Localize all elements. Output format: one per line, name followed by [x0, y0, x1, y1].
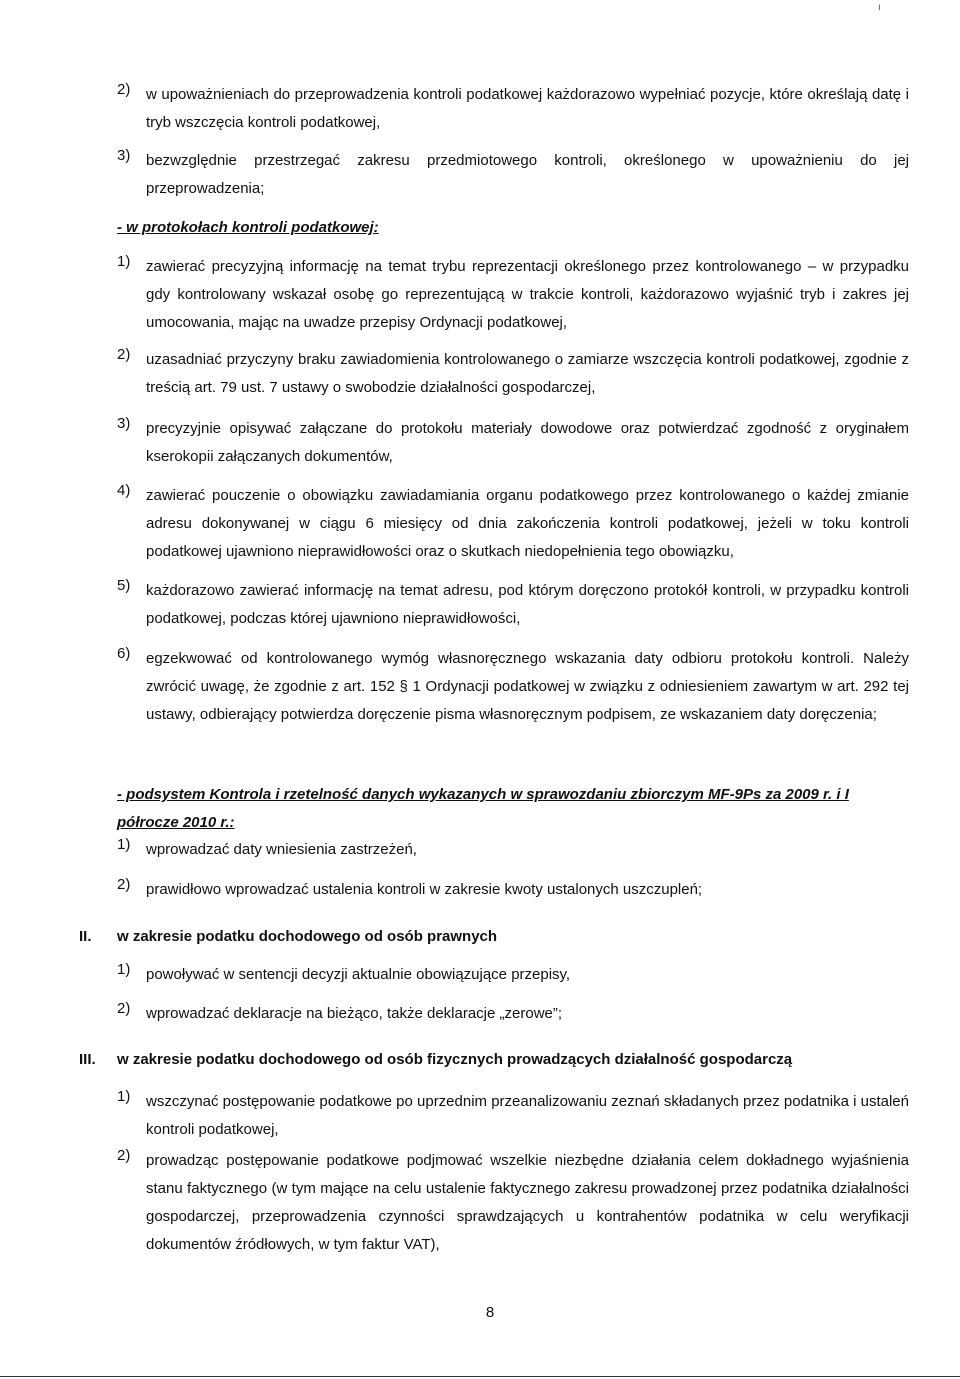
section-heading: - w protokołach kontroli podatkowej: [117, 219, 379, 236]
list-item [117, 836, 909, 864]
list-item [117, 961, 909, 989]
item-text: wprowadzać deklaracje na bieżąco, także deklaracje „zerowe”; [146, 1005, 563, 1022]
item-number: 3) [117, 415, 131, 432]
item-number: 2) [117, 1147, 131, 1164]
section-title [79, 1046, 909, 1074]
item-number: 2) [117, 876, 131, 893]
item-text: uzasadniać przyczyny braku zawiadomienia kontrolowanego o zamiarze wszczęcia kontroli podatkowej, zgodnie z treścią art. 79 ust. 7 ustawy o swobodzie działalności gospodarczej, [146, 351, 909, 396]
list-item [117, 81, 909, 137]
section-text: w zakresie podatku dochodowego od osób fizycznych prowadzących działalność gospodarczą [117, 1051, 793, 1068]
item-text: precyzyjnie opisywać załączane do protokołu materiały dowodowe oraz potwierdzać zgodność z oryginałem kserokopii załączanych dokumentów, [146, 420, 909, 465]
item-number: 5) [117, 577, 131, 594]
item-number: 1) [117, 1088, 131, 1105]
item-text: prowadząc postępowanie podatkowe podjmować wszelkie niezbędne działania celem dokładnego wyjaśnienia stanu faktycznego (w tym mające na celu ustalenie faktycznego zakresu prowadzonej przez podatnika działalności gospodarczej, przeprowadzenia czynności sprawdzających u kontrahentów podatnika w celu weryfikacji dokumentów źródłowych, w tym faktur VAT), [146, 1152, 909, 1253]
item-number: 1) [117, 253, 131, 270]
item-text: powoływać w sentencji decyzji aktualnie obowiązujące przepisy, [146, 966, 571, 983]
item-text: egzekwować od kontrolowanego wymóg własnoręcznego wskazania daty odbioru protokołu kontroli. Należy zwrócić uwagę, że zgodnie z art. 152 § 1 Ordynacji podatkowej w związku z odniesieniem zawartym w art. 292 tej ustawy, odbierający potwierdza doręczenie pisma własnoręcznym podpisem, ze wskazaniem daty doręczenia; [146, 650, 909, 723]
section-text: w zakresie podatku dochodowego od osób prawnych [117, 928, 498, 945]
page-number: 8 [485, 1304, 495, 1321]
item-number: 4) [117, 482, 131, 499]
list-item [117, 415, 909, 471]
item-text: wprowadzać daty wniesienia zastrzeżeń, [146, 841, 417, 858]
list-item [117, 1147, 909, 1259]
list-item [117, 253, 909, 337]
section-title [79, 923, 909, 951]
item-number: 6) [117, 645, 131, 662]
item-number: 3) [117, 147, 131, 164]
list-item [117, 147, 909, 203]
item-text: prawidłowo wprowadzać ustalenia kontroli w zakresie kwoty ustalonych uszczupleń; [146, 881, 703, 898]
list-item [117, 346, 909, 402]
list-item [117, 645, 909, 729]
item-number: 2) [117, 1000, 131, 1017]
list-item [117, 1000, 909, 1028]
section-heading: - podsystem Kontrola i rzetelność danych wykazanych w sprawozdaniu zbiorczym MF-9Ps za 2009 r. i I półrocze 2010 r.: [117, 786, 849, 831]
corner-mark: ı [878, 2, 881, 13]
list-item [117, 876, 909, 904]
section-numeral: II. [79, 928, 92, 945]
item-number: 2) [117, 346, 131, 363]
item-text: zawierać precyzyjną informację na temat trybu reprezentacji określonego przez kontrolowanego – w przypadku gdy kontrolowany wskazał osobę go reprezentującą w trakcie kontroli, każdorazowo wyjaśnić tryb i zakres jej umocowania, mając na uwadze przepisy Ordynacji podatkowej, [146, 258, 909, 331]
item-text: w upoważnieniach do przeprowadzenia kontroli podatkowej każdorazowo wypełniać pozycje, które określają datę i tryb wszczęcia kontroli podatkowej, [146, 86, 909, 131]
item-text: zawierać pouczenie o obowiązku zawiadamiania organu podatkowego przez kontrolowanego o każdej zmianie adresu dokonywanej w ciągu 6 miesięcy od dnia zakończenia kontroli podatkowej, jeżeli w toku kontroli podatkowej ujawniono nieprawidłowości oraz o skutkach niedopełnienia tego obowiązku, [146, 487, 909, 560]
item-number: 2) [117, 81, 131, 98]
item-number: 1) [117, 961, 131, 978]
section-numeral: III. [79, 1051, 96, 1068]
list-item [117, 1088, 909, 1144]
item-number: 1) [117, 836, 131, 853]
item-text: każdorazowo zawierać informację na temat adresu, pod którym doręczono protokół kontroli, w przypadku kontroli podatkowej, podczas której ujawniono nieprawidłowości, [146, 582, 909, 627]
item-text: wszczynać postępowanie podatkowe po uprzednim przeanalizowaniu zeznań składanych przez podatnika i ustaleń kontroli podatkowej, [146, 1093, 909, 1138]
list-item [117, 577, 909, 633]
list-item [117, 482, 909, 566]
item-text: bezwzględnie przestrzegać zakresu przedmiotowego kontroli, określonego w upoważnieniu do jej przeprowadzenia; [146, 152, 909, 197]
footer-rule [0, 1376, 960, 1377]
